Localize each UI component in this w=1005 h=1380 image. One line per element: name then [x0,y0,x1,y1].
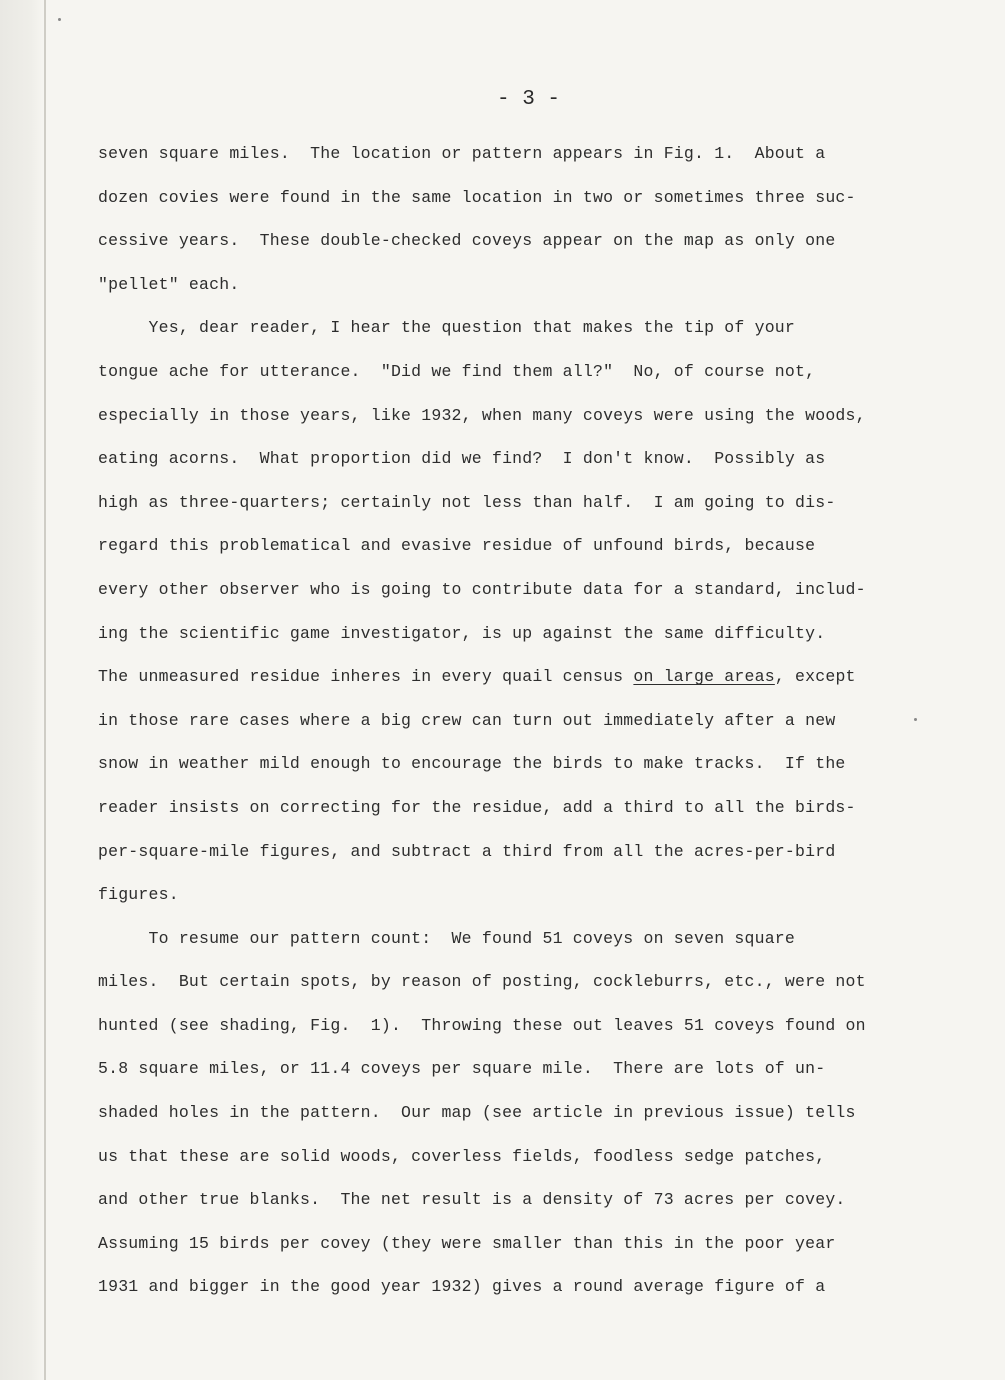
text-line: every other observer who is going to contribute data for a standard, includ- [98,579,866,599]
binding-shadow [0,0,44,1380]
text-line: cessive years. These double-checked coveys appear on the map as only one [98,231,836,251]
text-line: miles. But certain spots, by reason of posting, cockleburrs, etc., were not [98,972,866,992]
text-line: regard this problematical and evasive residue of unfound birds, because [98,536,816,556]
text-line: 1931 and bigger in the good year 1932) gives a round average figure of a [98,1277,826,1297]
text-line: figures. [98,885,179,905]
text-line: "pellet" each. [98,274,240,294]
text-line: To resume our pattern count: We found 51 coveys on seven square [98,928,796,948]
text-line: Yes, dear reader, I hear the question that makes the tip of your [98,318,796,338]
text-line: high as three-quarters; certainly not less than half. I am going to dis- [98,492,836,512]
text-line: seven square miles. The location or pattern appears in Fig. 1. About a [98,144,826,163]
text-line: ing the scientific game investigator, is up against the same difficulty. [98,623,826,643]
paper-speck [914,718,917,721]
binding-edge-line [44,0,46,1380]
text-line: dozen covies were found in the same location in two or sometimes three suc- [98,187,856,207]
text-line: especially in those years, like 1932, when many coveys were using the woods, [98,405,866,425]
text-line: snow in weather mild enough to encourage the birds to make tracks. If the [98,754,846,774]
text-segment: The unmeasured residue inheres in every quail census [98,667,634,687]
text-segment: , except [774,667,856,687]
text-line: per-square-mile figures, and subtract a third from all the acres-per-bird [98,841,836,861]
text-line: shaded holes in the pattern. Our map (see article in previous issue) tells [98,1103,856,1123]
underlined-phrase: on large areas [633,667,775,687]
text-line: Assuming 15 birds per covey (they were smaller than this in the poor year [98,1233,836,1253]
text-line: and other true blanks. The net result is a density of 73 acres per covey. [98,1190,846,1210]
text-line: reader insists on correcting for the residue, add a third to all the birds- [98,797,856,817]
text-line-with-underline [98,655,918,699]
page-number: - 3 - [496,88,560,111]
text-line: tongue ache for utterance. "Did we find them all?" No, of course not, [98,361,816,381]
text-line: us that these are solid woods, coverless fields, foodless sedge patches, [98,1146,826,1166]
text-line: in those rare cases where a big crew can turn out immediately after a new [98,710,836,730]
text-line: hunted (see shading, Fig. 1). Throwing these out leaves 51 coveys found on [98,1015,866,1035]
paper-speck [58,18,61,21]
text-line: eating acorns. What proportion did we find? I don't know. Possibly as [98,449,826,469]
text-line: 5.8 square miles, or 11.4 coveys per square mile. There are lots of un- [98,1059,826,1079]
body-text [98,132,918,1309]
